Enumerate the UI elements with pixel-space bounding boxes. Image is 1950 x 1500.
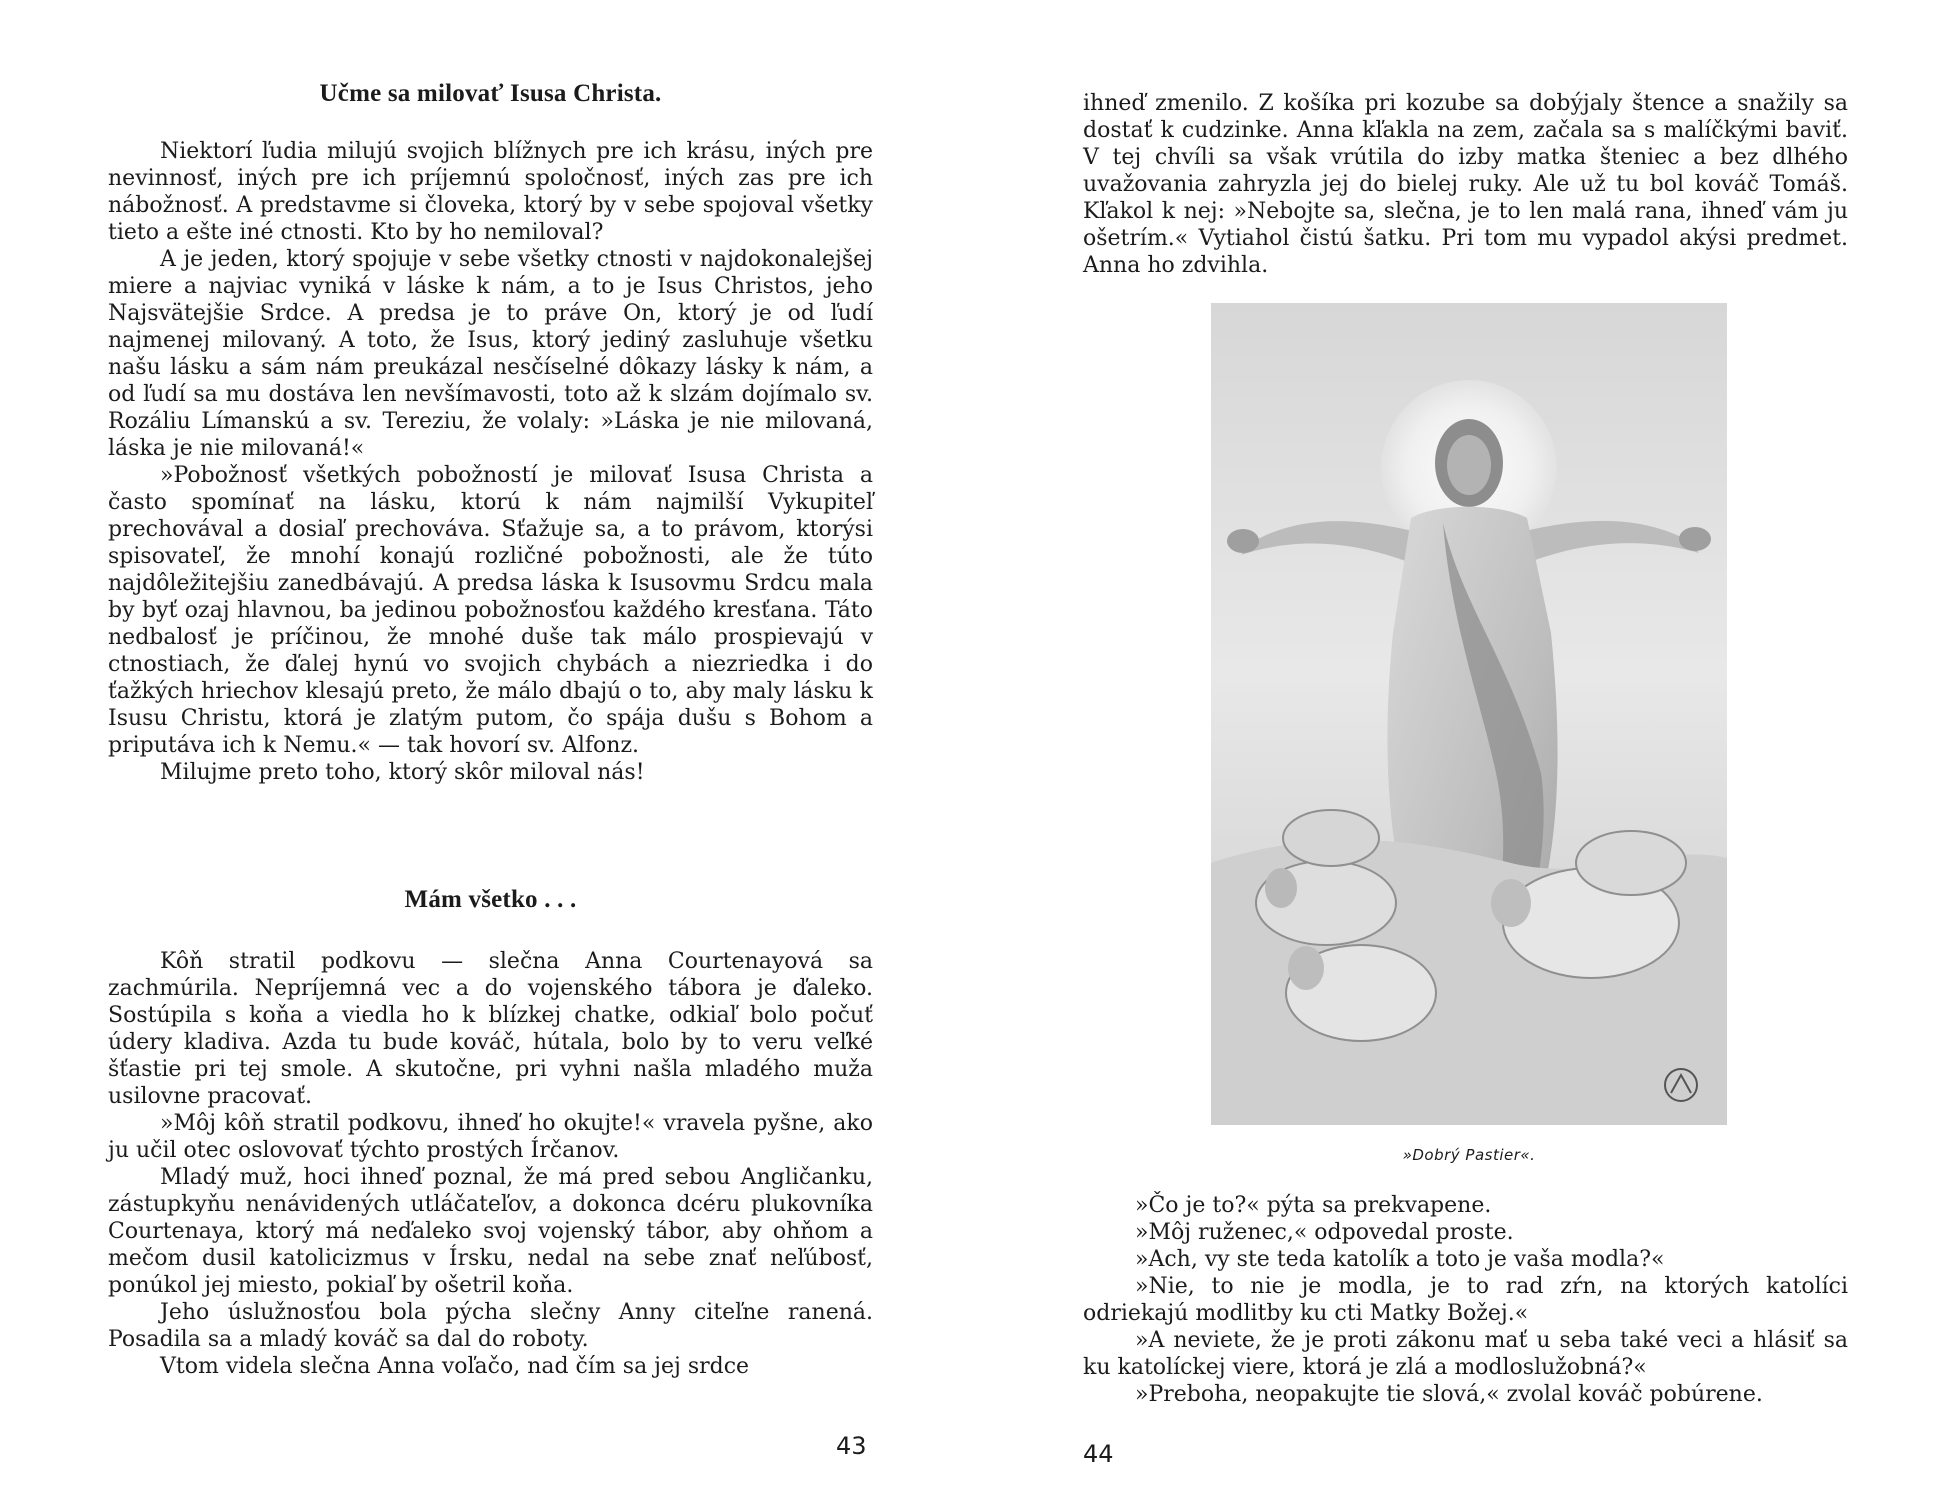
- paragraph: Jeho úslužnosťou bola pýcha slečny Anny citeľne ranená. Posadila sa a mladý kováč sa dal do roboty.: [108, 1300, 873, 1352]
- story-continuation: [1083, 90, 1848, 279]
- good-shepherd-icon: [1211, 303, 1727, 1125]
- article-i-have-everything: [108, 886, 873, 1380]
- paragraph: Milujme preto toho, ktorý skôr miloval nás!: [160, 760, 645, 785]
- paragraph: A je jeden, ktorý spojuje v sebe všetky ctnosti v najdokonalejšej miere a najviac vyniká v láske k nám, a to je Isus Christos, jeho Najsvätejšie Srdce. A predsa je to práve On, ktorý je od ľudí najmenej milovaný. A toto, že Isus, ktorý jediný zasluhuje všetku našu lásku a sám nám preukázal nesčíselné dôkazy lásky k nám, a od ľudí sa mu dostáva len nevšímavosti, toto až k slzám dojímalo sv. Rozáliu Límanskú a sv. Tereziu, že volaly: »Láska je nie milovaná, láska je nie milovaná!«: [108, 247, 873, 461]
- paragraph: Mladý muž, hoci ihneď poznal, že má pred sebou Angličanku, zástupkyňu nenávidených utláčateľov, a dokonca dcéru plukovníka Courtenaya, ktorý má neďaleko svoj vojenský tábor, aby ohňom a mečom dusil katolicizmus v Írsku, nedal na sebe znať neľúbosť, ponúkol jej miesto, pokiaľ by ošetril koňa.: [108, 1165, 873, 1298]
- article-title: Mám všetko . . .: [404, 886, 577, 913]
- paragraph: ihneď zmenilo. Z košíka pri kozube sa dobýjaly štence a snažily sa dostať k cudzinke. Anna kľakla na zem, začala sa s malíčkými baviť. V tej chvíli sa však vrútila do izby matka šteniec a bez dlhého uvažovania zahryzla jej do bielej ruky. Ale už tu bol kováč Tomáš. Kľakol k nej: »Nebojte sa, slečna, je to len malá rana, ihneď vám ju ošetrím.« Vytiahol čistú šatku. Pri tom mu vypadol akýsi predmet. Anna ho zdvihla.: [1083, 91, 1848, 278]
- page-number: 44: [1083, 1440, 1114, 1468]
- paragraph: »Môj ruženec,« odpovedal proste.: [1135, 1220, 1514, 1245]
- paragraph: »Čo je to?« pýta sa prekvapene.: [1135, 1193, 1492, 1218]
- page-number: 43: [836, 1432, 867, 1460]
- article-title: Učme sa milovať Isusa Christa.: [319, 80, 662, 107]
- illustration-caption: »Dobrý Pastier«.: [1402, 1146, 1536, 1164]
- paragraph: »Pobožnosť všetkých pobožností je milovať Isusa Christa a často spomínať na lásku, ktorú k nám najmilší Vykupiteľ prechovával a dosiaľ prechováva. Sťažuje sa, a to právom, ktorýsi spisovateľ, že mnohí konajú rozličné pobožnosti, ale že túto najdôležitejšiu zanedbávajú. A predsa láska k Isusovmu Srdcu mala by byť ozaj hlavnou, ba jedinou pobožnosťou každého kresťana. Táto nedbalosť je príčinou, že mnohé duše tak málo prospievajú v ctnostiach, že ďalej hynú vo svojich chybách a niezriedka i do ťažkých hriechov klesajú preto, že málo dbajú o to, aby maly lásku k Isusu Christu, ktorá je zlatým putom, čo spája dušu s Bohom a priputáva ich k Nemu.« — tak hovorí sv. Alfonz.: [108, 463, 873, 758]
- paragraph: Kôň stratil podkovu — slečna Anna Courtenayová sa zachmúrila. Nepríjemná vec a do vojenského tábora je ďaleko. Sostúpila s koňa a viedla ho k blízkej chatke, odkiaľ bolo počuť údery kladiva. Azda tu bude kováč, hútala, bolo by to veru veľké šťastie pri tej smole. A skutočne, pri vyhni našla mladého muža usilovne pracovať.: [108, 949, 873, 1109]
- paragraph: »Nie, to nie je modla, je to rad zŕn, na ktorých katolíci odriekajú modlitby ku cti Matky Božej.«: [1083, 1274, 1848, 1326]
- dialogue-section: [1083, 1192, 1848, 1408]
- good-shepherd-illustration: [1211, 303, 1727, 1125]
- paragraph: »Preboha, neopakujte tie slová,« zvolal kováč pobúrene.: [1135, 1382, 1763, 1407]
- paragraph: »Ach, vy ste teda katolík a toto je vaša modla?«: [1135, 1247, 1665, 1272]
- paragraph: Vtom videla slečna Anna voľačo, nad čím sa jej srdce: [160, 1354, 750, 1379]
- paragraph: Niektorí ľudia milujú svojich blížnych pre ich krásu, iných pre nevinnosť, iných pre ich príjemnú spoločnosť, iných zas pre ich nábožnosť. A predstavme si človeka, ktorý by v sebe spojoval všetky tieto a ešte iné ctnosti. Kto by ho nemiloval?: [108, 139, 873, 245]
- article-love-jesus: [108, 80, 873, 786]
- right-page: [975, 0, 1950, 1500]
- paragraph: »Môj kôň stratil podkovu, ihneď ho okujte!« vravela pyšne, ako ju učil otec oslovovať týchto prostých Írčanov.: [108, 1111, 873, 1163]
- paragraph: »A neviete, že je proti zákonu mať u seba také veci a hlásiť sa ku katolíckej viere, ktorá je zlá a modloslužobná?«: [1083, 1328, 1848, 1380]
